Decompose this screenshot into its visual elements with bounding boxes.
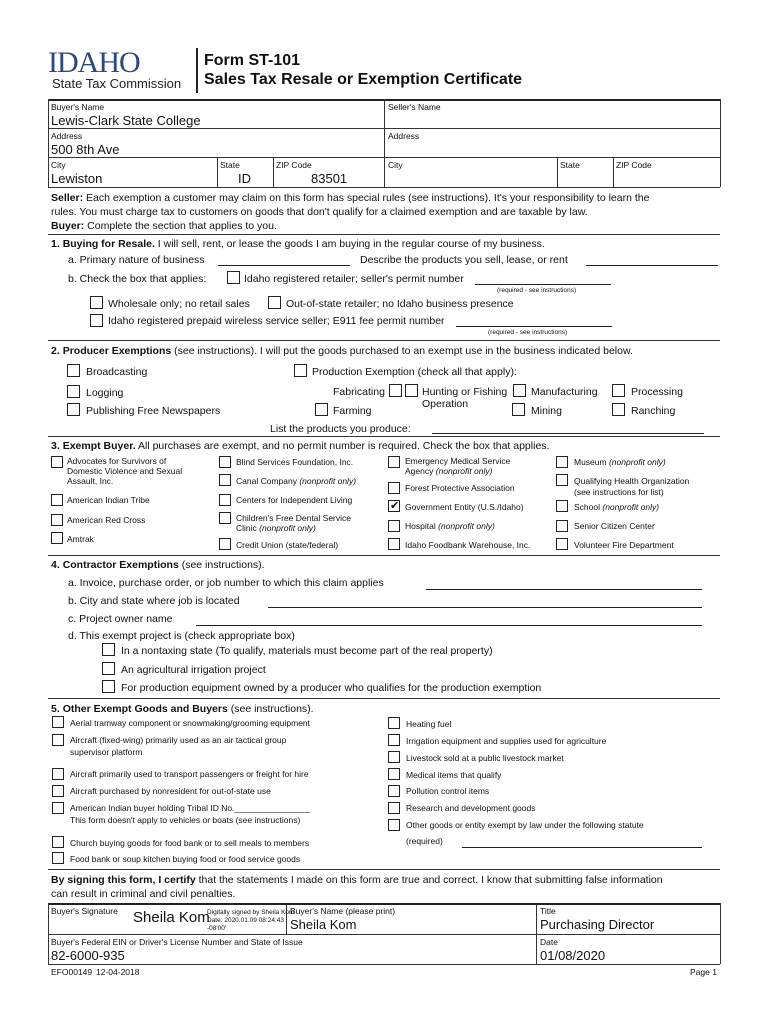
primary-business-input[interactable] — [218, 265, 350, 266]
buyer-city-value[interactable]: Lewiston — [51, 171, 103, 186]
broadcasting-label: Broadcasting — [86, 366, 148, 378]
primary-business-label: a. Primary nature of business — [68, 254, 205, 266]
buyer-zip-label: ZIP Code — [276, 160, 312, 170]
required-note-1: (required - see instructions) — [497, 287, 577, 294]
hunting-fishing-label: Hunting or Fishing — [422, 386, 508, 398]
irrigation-equipment-label: Irrigation equipment and supplies used for agriculture — [406, 736, 607, 746]
irrigation-project-checkbox[interactable] — [102, 662, 115, 675]
farming-label: Farming — [333, 405, 372, 417]
forest-protective-label: Forest Protective Association — [405, 483, 515, 493]
outofstate-checkbox[interactable] — [268, 296, 281, 309]
section2-divider — [48, 340, 720, 341]
production-exemption-checkbox[interactable] — [294, 364, 307, 377]
heating-fuel-label: Heating fuel — [406, 719, 452, 729]
seller-name-label: Seller's Name — [388, 102, 441, 112]
volunteer-fire-checkbox[interactable] — [556, 538, 568, 550]
seller-permit-input[interactable] — [475, 284, 611, 285]
ems-agency-label-2: Agency (nonprofit only) — [405, 466, 493, 476]
exempt-project-label: d. This exempt project is (check appropriate box) — [68, 630, 295, 642]
government-entity-label: Government Entity (U.S./Idaho) — [405, 502, 524, 512]
american-indian-tribe-label: American Indian Tribe — [67, 495, 150, 505]
required-note-2: (required - see instructions) — [488, 329, 568, 336]
forest-protective-checkbox[interactable] — [388, 482, 400, 494]
red-cross-label: American Red Cross — [67, 515, 146, 525]
canal-company-label: Canal Company (nonprofit only) — [236, 476, 357, 486]
mining-checkbox[interactable] — [512, 403, 525, 416]
statute-input[interactable] — [462, 847, 702, 848]
research-label: Research and development goods — [406, 803, 536, 813]
manufacturing-label: Manufacturing — [531, 386, 598, 398]
ems-agency-label-1: Emergency Medical Service — [405, 456, 511, 466]
check-box-label: b. Check the box that applies: — [68, 273, 207, 285]
seller-state-label: State — [560, 160, 580, 170]
logging-label: Logging — [86, 387, 124, 399]
header-divider — [196, 48, 198, 93]
section4-divider — [48, 555, 720, 556]
childrens-dental-label-1: Children's Free Dental Service — [236, 513, 352, 523]
foodbank-warehouse-checkbox[interactable] — [388, 538, 400, 550]
nontaxing-state-label: In a nontaxing state (To qualify, materials must become part of the real property) — [121, 645, 493, 657]
senior-center-label: Senior Citizen Center — [574, 521, 655, 531]
pollution-control-checkbox[interactable] — [388, 785, 400, 797]
aerial-tramway-checkbox[interactable] — [52, 716, 64, 728]
describe-products-label: Describe the products you sell, lease, or rent — [360, 254, 568, 266]
tribal-id-checkbox[interactable] — [52, 802, 64, 814]
centers-independent-living-checkbox[interactable] — [219, 494, 231, 506]
certify-line2: can result in criminal and civil penalties. — [51, 888, 236, 900]
form-title: Sales Tax Resale or Exemption Certificate — [204, 71, 523, 88]
production-exemption-label: Production Exemption (check all that apply): — [312, 366, 517, 378]
retailer-checkbox[interactable] — [227, 271, 240, 284]
buyer-address-value[interactable]: 500 8th Ave — [51, 142, 120, 157]
project-owner-label: c. Project owner name — [68, 613, 173, 625]
soup-kitchen-label: Food bank or soup kitchen buying food or food service goods — [70, 854, 301, 864]
seller-address-label: Address — [388, 131, 420, 141]
advocates-checkbox[interactable] — [51, 456, 63, 468]
credit-union-checkbox[interactable] — [219, 538, 231, 550]
government-entity-checkbox[interactable] — [388, 500, 400, 512]
hospital-label: Hospital (nonprofit only) — [405, 521, 495, 531]
qualifying-health-label-1: Qualifying Health Organization — [574, 476, 690, 486]
section2-heading: 2. Producer Exemptions (see instructions). I will put the goods purchased to an exempt use in the business indicated below. — [51, 345, 633, 357]
ein-label: Buyer's Federal EIN or Driver's License Number and State of Issue — [51, 937, 303, 947]
credit-union-label: Credit Union (state/federal) — [236, 540, 339, 550]
publishing-label: Publishing Free Newspapers — [86, 405, 221, 417]
buyer-notice: Buyer: Complete the section that applies to you. — [51, 220, 277, 232]
ems-agency-checkbox[interactable] — [388, 456, 400, 468]
foodbank-warehouse-label: Idaho Foodbank Warehouse, Inc. — [405, 540, 531, 550]
publishing-checkbox[interactable] — [67, 403, 80, 416]
form-revision-date: 12-04-2018 — [96, 967, 140, 977]
date-value[interactable]: 01/08/2020 — [540, 948, 606, 963]
aircraft-nonresident-checkbox[interactable] — [52, 785, 64, 797]
nontaxing-state-checkbox[interactable] — [102, 643, 115, 656]
other-goods-label: Other goods or entity exempt by law under the following statute — [406, 820, 644, 830]
invoice-label: a. Invoice, purchase order, or job number to which this claim applies — [68, 577, 384, 589]
advocates-label-1: Advocates for Survivors of — [67, 456, 167, 466]
amtrak-label: Amtrak — [67, 534, 94, 544]
tribal-note: This form doesn't apply to vehicles or boats (see instructions) — [70, 815, 301, 825]
invoice-input[interactable] — [426, 589, 702, 590]
ein-value[interactable]: 82-6000-935 — [51, 948, 125, 963]
digital-signature-line2: Date: 2020.01.09 08:24:43 — [207, 917, 284, 924]
signature-value[interactable]: Sheila Kom — [133, 909, 210, 926]
childrens-dental-label-2: Clinic (nonprofit only) — [236, 523, 316, 533]
section4-heading: 4. Contractor Exemptions (see instructions). — [51, 559, 265, 571]
signature-label: Buyer's Signature — [51, 906, 118, 916]
buyer-name-value[interactable]: Lewis-Clark State College — [51, 113, 201, 128]
qualifying-health-checkbox[interactable] — [556, 474, 568, 486]
wholesale-label: Wholesale only; no retail sales — [108, 298, 250, 310]
aircraft-nonresident-label: Aircraft purchased by nonresident for out-of-state use — [70, 786, 271, 796]
section3-divider — [48, 436, 720, 437]
title-label: Title — [540, 906, 556, 916]
prepaid-wireless-checkbox[interactable] — [90, 314, 103, 327]
centers-independent-living-label: Centers for Independent Living — [236, 495, 353, 505]
section5-heading: 5. Other Exempt Goods and Buyers (see instructions). — [51, 703, 314, 715]
canal-company-checkbox[interactable] — [219, 474, 231, 486]
project-owner-input[interactable] — [196, 625, 702, 626]
aircraft-tactical-checkbox[interactable] — [52, 734, 64, 746]
school-label: School (nonprofit only) — [574, 502, 660, 512]
pollution-control-label: Pollution control items — [406, 786, 490, 796]
list-products-label: List the products you produce: — [270, 423, 411, 435]
form-number: Form ST-101 — [204, 52, 301, 69]
production-equipment-label: For production equipment owned by a producer who qualifies for the production exemption — [121, 682, 542, 694]
school-checkbox[interactable] — [556, 500, 568, 512]
museum-label: Museum (nonprofit only) — [574, 457, 666, 467]
medical-items-checkbox[interactable] — [388, 768, 400, 780]
american-indian-tribe-checkbox[interactable] — [51, 494, 63, 506]
wholesale-checkbox[interactable] — [90, 296, 103, 309]
ranching-checkbox[interactable] — [612, 403, 625, 416]
tribal-id-label: American Indian buyer holding Tribal ID No.________________ — [70, 803, 311, 813]
digital-signature-line1: Digitally signed by Sheila Kom — [207, 909, 295, 916]
irrigation-project-label: An agricultural irrigation project — [121, 664, 266, 676]
aerial-tramway-label: Aerial tramway component or snowmaking/grooming equipment — [70, 718, 311, 728]
aircraft-passengers-label: Aircraft primarily used to transport passengers or freight for hire — [70, 769, 309, 779]
list-products-input[interactable] — [432, 433, 704, 434]
logging-checkbox[interactable] — [67, 385, 80, 398]
print-name-value[interactable]: Sheila Kom — [290, 917, 357, 932]
e911-permit-input[interactable] — [456, 326, 612, 327]
livestock-label: Livestock sold at a public livestock market — [406, 753, 564, 763]
church-foodbank-checkbox[interactable] — [52, 836, 64, 848]
senior-center-checkbox[interactable] — [556, 520, 568, 532]
advocates-label-2: Domestic Violence and Sexual — [67, 466, 183, 476]
aircraft-tactical-label-2: supervisor platform — [70, 747, 143, 757]
livestock-checkbox[interactable] — [388, 751, 400, 763]
fabricating-label: Fabricating — [333, 386, 385, 398]
blind-services-checkbox[interactable] — [219, 456, 231, 468]
form-code: EFO00149 — [51, 967, 93, 977]
buyer-state-label: State — [220, 160, 240, 170]
section1-heading: 1. Buying for Resale. I will sell, rent, or lease the goods I am buying in the regular course of my business. — [51, 238, 545, 250]
date-label: Date — [540, 937, 558, 947]
seller-notice-line2: rules. You must charge tax to customers on goods that don't qualify for a claimed exemption and are taxable by law. — [51, 206, 588, 218]
hospital-checkbox[interactable] — [388, 520, 400, 532]
qualifying-health-label-2: (see instructions for list) — [574, 487, 664, 497]
heating-fuel-checkbox[interactable] — [388, 717, 400, 729]
broadcasting-checkbox[interactable] — [67, 364, 80, 377]
buyer-address-label: Address — [51, 131, 83, 141]
irrigation-equipment-checkbox[interactable] — [388, 734, 400, 746]
buyer-zip-value[interactable]: 83501 — [311, 171, 348, 186]
title-value[interactable]: Purchasing Director — [540, 917, 655, 932]
job-location-input[interactable] — [268, 607, 702, 608]
advocates-label-3: Assault, Inc. — [67, 476, 114, 486]
museum-checkbox[interactable] — [556, 456, 568, 468]
processing-checkbox[interactable] — [612, 384, 625, 397]
section5-divider — [48, 698, 720, 699]
other-goods-checkbox[interactable] — [388, 819, 400, 831]
seller-city-label: City — [388, 160, 403, 170]
hunting-fishing-operation: Operation — [422, 398, 469, 410]
certify-divider — [48, 869, 720, 870]
section1-divider — [48, 234, 720, 235]
page-number: Page 1 — [690, 967, 717, 977]
farming-checkbox[interactable] — [315, 403, 328, 416]
research-checkbox[interactable] — [388, 802, 400, 814]
outofstate-label: Out-of-state retailer; no Idaho business presence — [286, 298, 514, 310]
checkmark-icon: ✔ — [390, 500, 400, 512]
describe-products-input[interactable] — [586, 265, 718, 266]
logo-main: IDAHO — [48, 46, 140, 79]
logo-sub: State Tax Commission — [52, 76, 182, 91]
medical-items-label: Medical items that qualify — [406, 770, 502, 780]
production-equipment-checkbox[interactable] — [102, 680, 115, 693]
childrens-dental-checkbox[interactable] — [219, 512, 231, 524]
digital-signature-line3: -08'00' — [207, 925, 227, 932]
manufacturing-checkbox[interactable] — [513, 384, 526, 397]
aircraft-passengers-checkbox[interactable] — [52, 768, 64, 780]
certify-line1: By signing this form, I certify that the statements I made on this form are true and correct. I know that submitting false information — [51, 874, 663, 886]
print-name-label: Buyer's Name (please print) — [290, 906, 396, 916]
fabricating-checkbox[interactable] — [389, 384, 402, 397]
blind-services-label: Blind Services Foundation, Inc. — [236, 457, 354, 467]
buyer-state-value[interactable]: ID — [238, 171, 251, 186]
volunteer-fire-label: Volunteer Fire Department — [574, 540, 674, 550]
buyer-city-label: City — [51, 160, 66, 170]
buyer-name-label: Buyer's Name — [51, 102, 105, 112]
amtrak-checkbox[interactable] — [51, 532, 63, 544]
red-cross-checkbox[interactable] — [51, 514, 63, 526]
job-location-label: b. City and state where job is located — [68, 595, 240, 607]
mining-label: Mining — [531, 405, 562, 417]
seller-notice-line1: Seller: Each exemption a customer may claim on this form has special rules (see instructions). It's your responsibility to learn the — [51, 192, 650, 204]
section3-heading: 3. Exempt Buyer. All purchases are exempt, and no permit number is required. Check the box that applies. — [51, 440, 550, 452]
aircraft-tactical-label-1: Aircraft (fixed-wing) primarily used as an air tactical group — [70, 735, 287, 745]
seller-zip-label: ZIP Code — [616, 160, 652, 170]
hunting-fishing-checkbox[interactable] — [405, 384, 418, 397]
processing-label: Processing — [631, 386, 683, 398]
church-foodbank-label: Church buying goods for food bank or to sell meals to members — [70, 838, 310, 848]
statute-required-label: (required) — [406, 836, 443, 846]
ranching-label: Ranching — [631, 405, 676, 417]
retailer-label: Idaho registered retailer; seller's permit number — [244, 273, 464, 285]
prepaid-wireless-label: Idaho registered prepaid wireless service seller; E911 fee permit number — [108, 315, 445, 327]
soup-kitchen-checkbox[interactable] — [52, 852, 64, 864]
